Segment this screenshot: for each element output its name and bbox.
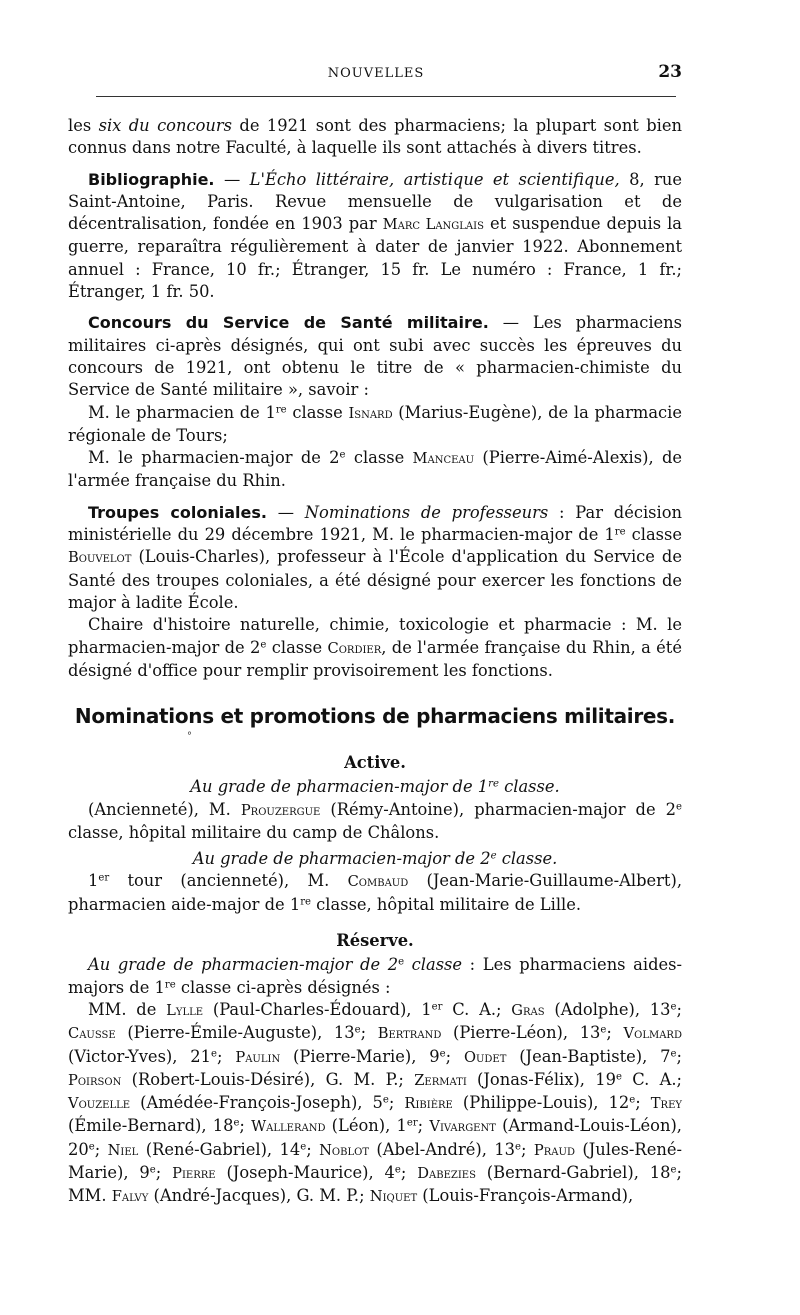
pharmacist-name: Gras <box>511 1001 545 1019</box>
pharmacist-name: Volmard <box>623 1025 682 1043</box>
troupes-paragraph: Troupes coloniales. — Nominations de professeurs : Par décision ministérielle du 29 décembre 1921, M. le pharmacien-major de 1re classe Bouvelot (Louis-Charles), professeur à l'École d'application du Service de Santé des troupes coloniales, a été désigné pour exercer les fonctions de major à ladite École. <box>68 502 683 612</box>
pharmacist-name: Zermati <box>414 1071 467 1089</box>
reserve-entry: Pierre (Joseph-Maurice), 4e; <box>172 1163 407 1183</box>
grade-heading-1: Au grade de pharmacien-major de 1re classe. <box>190 777 560 797</box>
reserve-entry: Causse (Pierre-Émile-Auguste), 13e; <box>68 1023 367 1043</box>
section-title: Nominations et promotions de pharmaciens militaires. <box>74 704 676 728</box>
reserve-entry: Dabezies (Bernard-Gabriel), 18e; <box>417 1163 682 1183</box>
pharmacist-name: Falvy <box>111 1188 149 1206</box>
reserve-entry: Trey (Émile-Bernard), 18e; <box>68 1095 682 1136</box>
running-title: NOUVELLES <box>327 66 425 81</box>
pharmacist-name: Vouzelle <box>68 1095 131 1113</box>
reserve-entry: Vouzelle (Amédée-François-Joseph), 5e; <box>68 1093 395 1113</box>
ink-speck: ° <box>187 731 192 742</box>
pharmacist-name: Ribière <box>404 1095 453 1113</box>
reserve-entry: MM. Falvy (André-Jacques), G. M. P.; <box>68 1186 365 1206</box>
pharmacist-name: Trey <box>650 1095 682 1113</box>
reserve-entry: Oudet (Jean-Baptiste), 7e; <box>463 1046 682 1066</box>
active-heading: Active. <box>344 753 406 772</box>
nominations-column <box>68 744 682 1209</box>
reserve-entry: Vivargent (Armand-Louis-Léon), 20e; <box>68 1116 682 1159</box>
pharmacist-name: Niquet <box>369 1188 418 1206</box>
reserve-list <box>68 999 682 1209</box>
news-column <box>68 115 682 682</box>
pharmacist-name: Oudet <box>463 1048 507 1066</box>
pharmacist-name: Dabezies <box>417 1165 476 1183</box>
bibliographie-heading: Bibliographie. <box>88 169 215 189</box>
reserve-entry: Gras (Adolphe), 13e; <box>511 999 682 1019</box>
intro-paragraph: les six du concours de 1921 sont des pharmaciens; la plupart sont bien connus dans notre Faculté, à laquelle ils sont attachés à divers titres. <box>68 116 683 158</box>
reserve-entry: Paulin (Pierre-Marie), 9e; <box>235 1046 452 1066</box>
concours-paragraph: Concours du Service de Santé militaire. — Les pharmaciens militaires ci-après désignés, qui ont subi avec succès les épreuves du concours de 1921, ont obtenu le titre de « pharmacien-chimiste du Service de Santé militaire », savoir : <box>68 313 682 400</box>
reserve-entry: Niel (René-Gabriel), 14e; <box>107 1139 312 1159</box>
pharmacist-name: Pierre <box>172 1165 216 1183</box>
reserve-entry: Niquet (Louis-François-Armand), <box>369 1186 634 1206</box>
reserve-entry: Praud (Jules-René-Marie), 9e; <box>68 1139 682 1183</box>
pharmacist-name: Lylle <box>166 1001 204 1019</box>
concours-heading: Concours du Service de Santé militaire. <box>88 313 489 333</box>
reserve-entry: Bertrand (Pierre-Léon), 13e; <box>377 1023 612 1043</box>
reserve-intro: Au grade de pharmacien-major de 2e classe : Les pharmaciens aides-majors de 1re classe ci-après désignés : <box>68 955 682 997</box>
pharmacist-name: Bertrand <box>377 1025 442 1043</box>
page-header <box>70 62 682 86</box>
pharmacist-name: Praud <box>533 1141 575 1159</box>
combaud-entry: 1er tour (ancienneté), M. Combaud (Jean-Marie-Guillaume-Albert), pharmacien aide-major de 1re classe, hôpital militaire de Lille. <box>68 871 682 914</box>
concours-item-isnard: M. le pharmacien de 1re classe Isnard (Marius-Eugène), de la pharmacie régionale de Tours; <box>68 402 682 445</box>
reserve-entry: Ribière (Philippe-Louis), 12e; <box>404 1093 641 1113</box>
prouzergue-entry: (Ancienneté), M. Prouzergue (Rémy-Antoine), pharmacien-major de 2e classe, hôpital militaire du camp de Châlons. <box>68 799 682 842</box>
concours-item-manceau: M. le pharmacien-major de 2e classe Manceau (Pierre-Aimé-Alexis), de l'armée française du Rhin. <box>68 448 682 491</box>
grade-heading-2: Au grade de pharmacien-major de 2e classe. <box>192 849 558 869</box>
reserve-entry: Poirson (Robert-Louis-Désiré), G. M. P.; <box>68 1069 404 1089</box>
reserve-heading: Réserve. <box>336 931 414 951</box>
reserve-entry: Volmard (Victor-Yves), 21e; <box>68 1025 682 1066</box>
reserve-entry: Noblot (Abel-André), 13e; <box>319 1139 527 1159</box>
pharmacist-name: Niel <box>107 1141 139 1159</box>
troupes-heading: Troupes coloniales. <box>88 502 267 522</box>
reserve-entry: Zermati (Jonas-Félix), 19e C. A.; <box>414 1069 683 1089</box>
pharmacist-name: Poirson <box>68 1071 122 1089</box>
reserve-entry: MM. de Lylle (Paul-Charles-Édouard), 1er C. A.; <box>88 999 502 1019</box>
bibliographie-paragraph: Bibliographie. — L'Écho littéraire, artistique et scientifique, 8, rue Saint-Antoine, Paris. Revue mensuelle de vulgarisation et de décentralisation, fondée en 1903 par Marc Langlais et suspendue depuis la guerre, reparaîtra régulièrement à dater de janvier 1922. Abonnement annuel : France, 10 fr.; Étranger, 15 fr. Le numéro : France, 1 fr.; Étranger, 1 fr. 50. <box>68 169 683 302</box>
chaire-paragraph: Chaire d'histoire naturelle, chimie, toxicologie et pharmacie : M. le pharmacien-major de 2e classe Cordier, de l'armée française du Rhin, a été désigné d'office pour remplir provisoirement les fonctions. <box>68 615 682 680</box>
pharmacist-name: Wallerand <box>251 1118 326 1136</box>
pharmacist-name: Vivargent <box>429 1118 496 1136</box>
pharmacist-name: Noblot <box>319 1141 369 1159</box>
header-rule <box>96 96 676 97</box>
page-number: 23 <box>658 62 682 82</box>
reserve-entry: Wallerand (Léon), 1er; <box>251 1116 424 1136</box>
pharmacist-name: Paulin <box>235 1048 281 1066</box>
pharmacist-name: Causse <box>68 1025 116 1043</box>
